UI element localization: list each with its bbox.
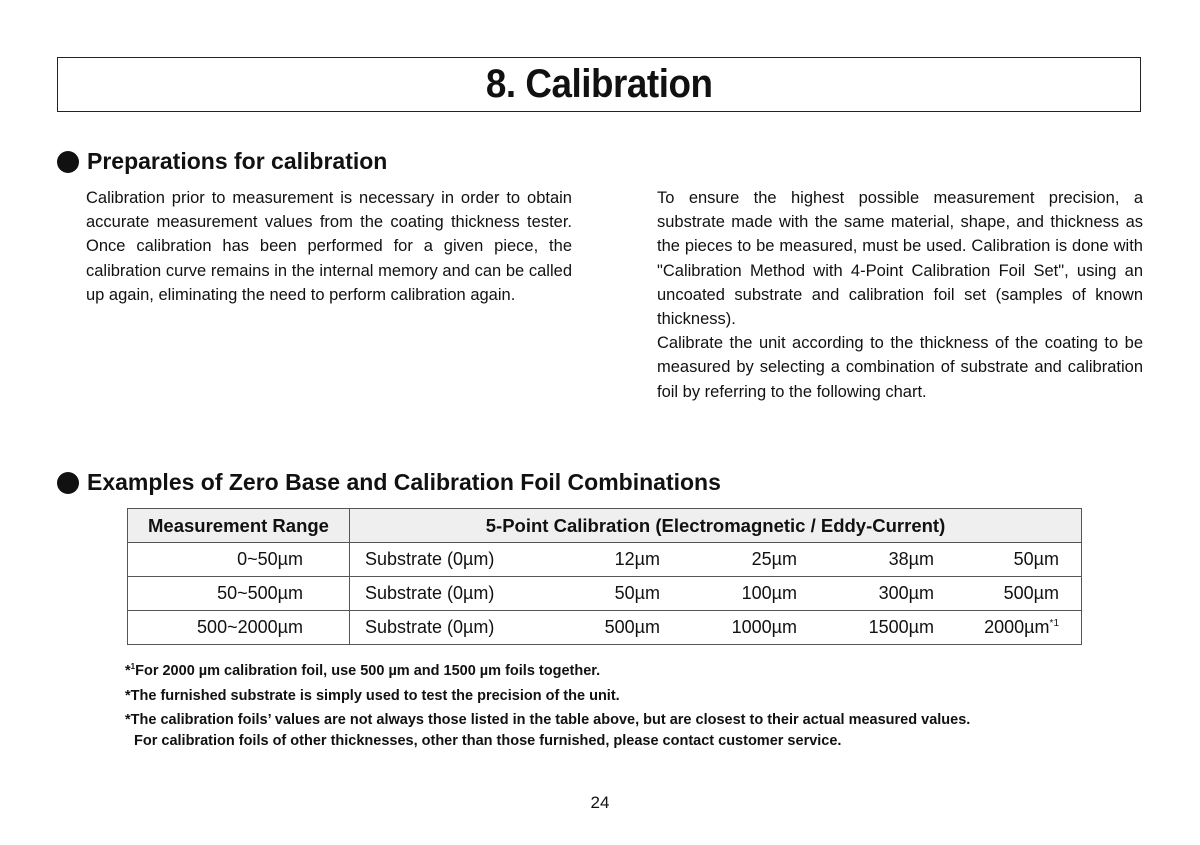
header-5-point-calibration: 5-Point Calibration (Electromagnetic / Eddy-Current) [350, 509, 1082, 543]
range-cell: 50~500µm [128, 577, 350, 611]
section-heading-text: Examples of Zero Base and Calibration Foil Combinations [87, 469, 721, 495]
foil-value: 1000µm [731, 617, 797, 637]
table-row [128, 577, 1082, 611]
foil-value: 1500µm [868, 617, 934, 637]
preparations-right-column [657, 186, 1143, 404]
calibration-cell [350, 543, 1082, 577]
table-row [128, 611, 1082, 645]
substrate-value: Substrate (0µm) [365, 583, 495, 603]
preparations-right-paragraph-1: To ensure the highest possible measurement precision, a substrate made with the same material, shape, and thickness as the pieces to be measured, must be used. Calibration is done with "Calibration Method with 4-Point Calibration Foil Set", using an uncoated substrate and calibration foil set (samples of known thickness). [657, 189, 1143, 329]
header-measurement-range: Measurement Range [128, 509, 350, 543]
substrate-value: Substrate (0µm) [365, 617, 495, 637]
calibration-cell [350, 611, 1082, 645]
substrate-value: Substrate (0µm) [365, 549, 495, 569]
foil-value-with-footnote [934, 617, 1059, 638]
bullet-icon [57, 472, 79, 494]
foil-value: 300µm [878, 583, 934, 603]
foil-value: 38µm [888, 549, 934, 569]
note-1 [125, 657, 970, 682]
range-cell: 500~2000µm [128, 611, 350, 645]
foil-value: 100µm [741, 583, 797, 603]
notes [125, 657, 970, 755]
section-heading-text: Preparations for calibration [87, 148, 388, 174]
calibration-table [127, 508, 1082, 645]
note-3-line-2: For calibration foils of other thicknesses, other than those furnished, please contact customer service. [134, 732, 842, 749]
page-number: 24 [590, 793, 610, 812]
foil-value: 2000µm [984, 617, 1050, 637]
table-header-row [128, 509, 1082, 543]
note-superscript: 1 [130, 662, 136, 671]
note-text: For 2000 µm calibration foil, use 500 µm and 1500 µm foils together. [135, 663, 601, 679]
section-heading-examples [57, 469, 721, 496]
note-3-line-1: *The calibration foils’ values are not always those listed in the table above, but are closest to their actual measured values. [125, 712, 971, 728]
page-title: 8. Calibration [485, 62, 713, 106]
note-2: *The furnished substrate is simply used to test the precision of the unit. [125, 687, 620, 704]
note-asterisk: * [125, 663, 131, 679]
preparations-left-paragraph: Calibration prior to measurement is necessary in order to obtain accurate measurement values from the coating thickness tester. Once calibration has been performed for a given piece, the calibration curve remains in the internal memory and can be called up again, eliminating the need to perform calibration again. [86, 189, 572, 304]
foil-value: 12µm [614, 549, 660, 569]
foil-value: 25µm [751, 549, 797, 569]
preparations-right-paragraph-2: Calibrate the unit according to the thickness of the coating to be measured by selecting a combination of substrate and calibration foil by referring to the following chart. [657, 334, 1143, 401]
foil-value: 500µm [604, 617, 660, 637]
foil-value: 50µm [614, 583, 660, 603]
range-cell: 0~50µm [128, 543, 350, 577]
calibration-cell [350, 577, 1082, 611]
foil-value: 50µm [1013, 549, 1059, 569]
table-row [128, 543, 1082, 577]
section-heading-preparations [57, 148, 387, 175]
footnote-marker: *1 [1049, 618, 1059, 629]
bullet-icon [57, 151, 79, 173]
foil-value: 500µm [1003, 583, 1059, 603]
title-box [57, 57, 1141, 112]
